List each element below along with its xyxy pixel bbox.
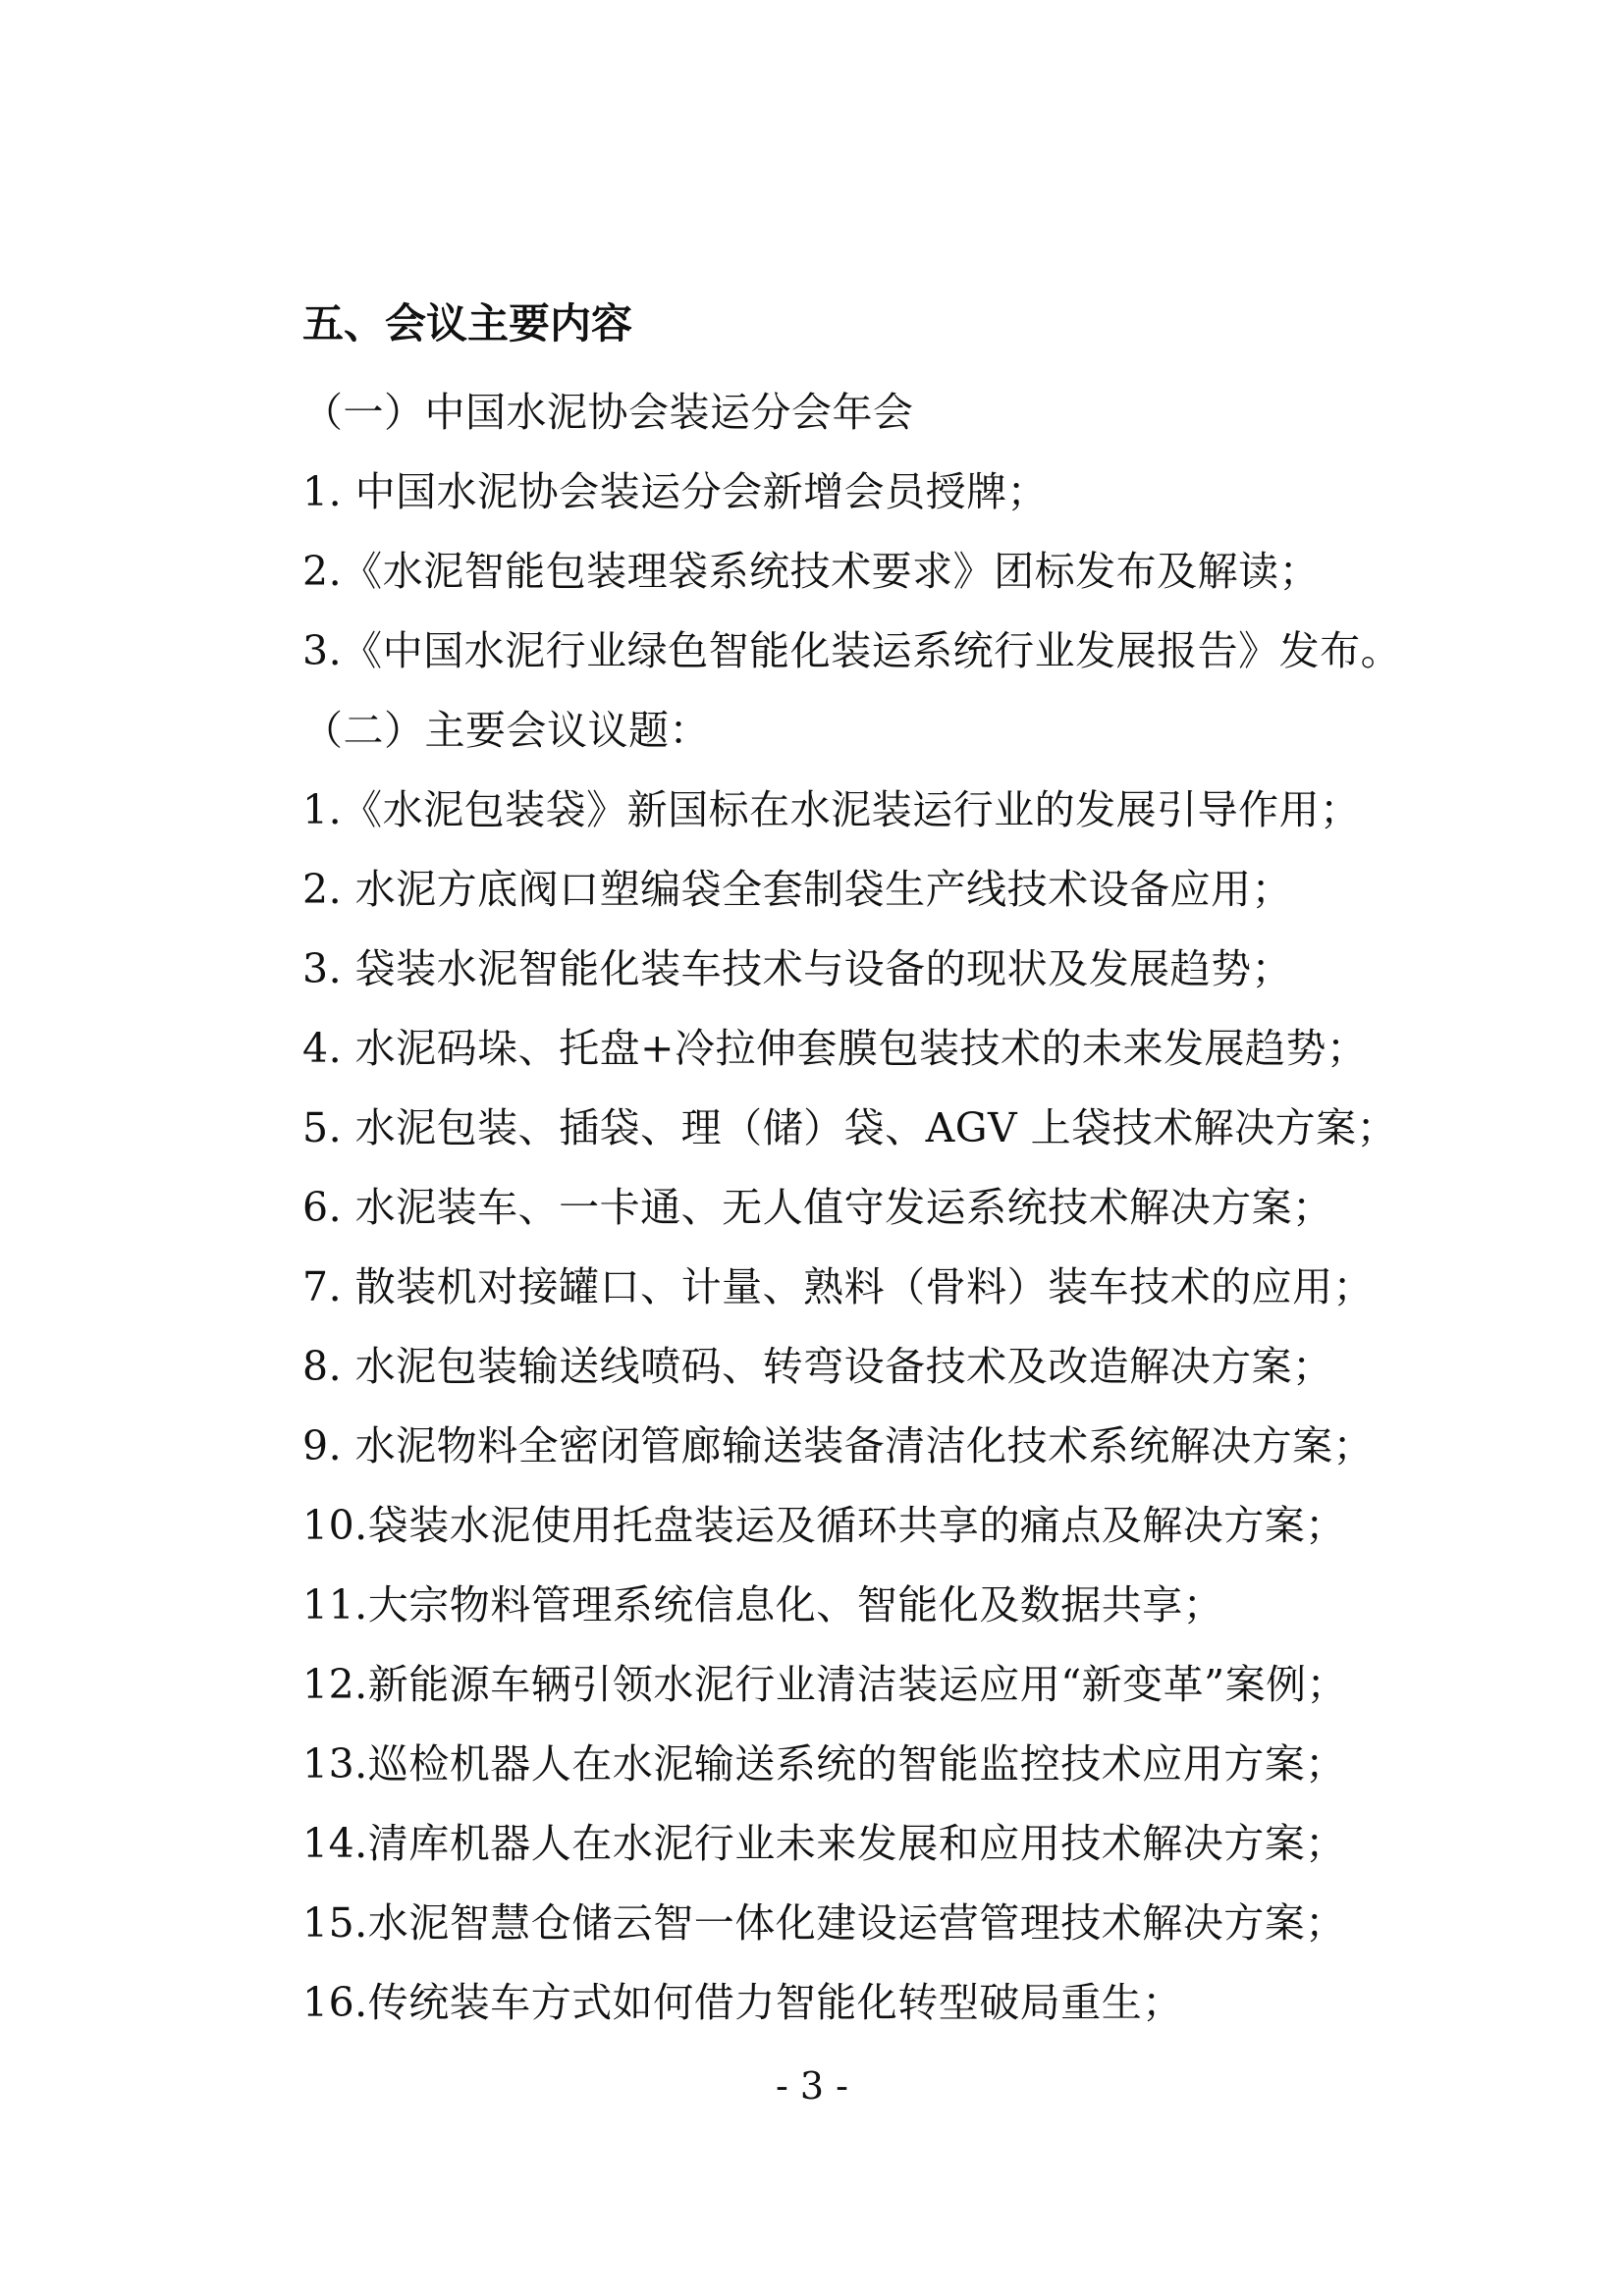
list-item: 6. 水泥装车、一卡通、无人值守发运系统技术解决方案； [302,1184,1333,1231]
page-number: - 3 - [775,2064,848,2108]
list-item: 3. 袋装水泥智能化装车技术与设备的现状及发展趋势； [302,945,1293,992]
list-item: 7. 散装机对接罐口、计量、熟料（骨料）装车技术的应用； [302,1263,1375,1310]
subsection-heading: （二）主要会议议题： [302,707,710,754]
list-item: 13.巡检机器人在水泥输送系统的智能监控技术应用方案； [302,1740,1346,1788]
list-item: 1. 中国水泥协会装运分会新增会员授牌； [302,468,1049,515]
list-item: 12.新能源车辆引领水泥行业清洁装运应用“新变革”案例； [302,1661,1348,1708]
list-item: 14.清库机器人在水泥行业未来发展和应用技术解决方案； [302,1820,1346,1867]
list-item: 15.水泥智慧仓储云智一体化建设运营管理技术解决方案； [302,1899,1346,1947]
list-item: 9. 水泥物料全密闭管廊输送装备清洁化技术系统解决方案； [302,1422,1375,1469]
list-item: 2. 水泥方底阀口塑编袋全套制袋生产线技术设备应用； [302,866,1293,913]
list-item: 10.袋装水泥使用托盘装运及循环共享的痛点及解决方案； [302,1502,1346,1549]
subsection-heading: （一）中国水泥协会装运分会年会 [302,389,914,436]
content-body [302,373,1432,2043]
list-item: 11.大宗物料管理系统信息化、智能化及数据共享； [302,1581,1224,1629]
list-item: 16.传统装车方式如何借力智能化转型破局重生； [302,1979,1183,2026]
list-item: 2.《水泥智能包装理袋系统技术要求》团标发布及解读； [302,548,1321,595]
list-item: 4. 水泥码垛、托盘+冷拉伸套膜包装技术的未来发展趋势； [302,1025,1368,1072]
list-item: 8. 水泥包装输送线喷码、转弯设备技术及改造解决方案； [302,1343,1333,1390]
list-item: 3.《中国水泥行业绿色智能化装运系统行业发展报告》发布。 [302,627,1402,674]
section-heading: 五、会议主要内容 [302,299,633,347]
list-item: 5. 水泥包装、插袋、理（储）袋、AGV 上袋技术解决方案； [302,1104,1398,1151]
list-item: 1.《水泥包装袋》新国标在水泥装运行业的发展引导作用； [302,786,1361,833]
